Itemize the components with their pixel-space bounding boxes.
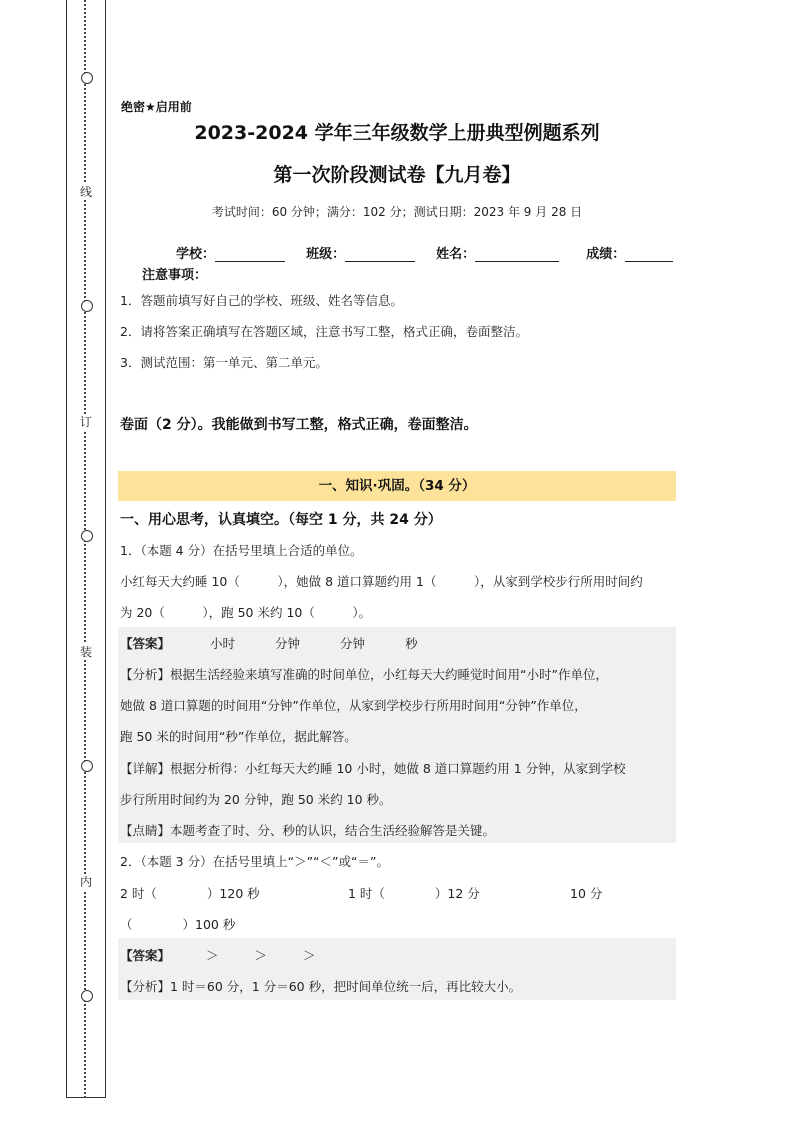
part-title: 一、用心思考，认真填空。（每空 1 分，共 24 分） (120, 512, 442, 528)
answer-value: ＞ (254, 948, 268, 963)
binding-label-nei: 内 (79, 875, 92, 889)
answer-value: 秒 (405, 636, 418, 651)
score-field[interactable] (625, 247, 673, 262)
q2-item: 1 时（ ）12 分 (348, 886, 480, 901)
q2-item: （ ）100 秒 (120, 917, 236, 932)
q2-stem: 2．（本题 3 分）在括号里填上“＞”“＜”或“＝”。 (120, 854, 389, 869)
answer-label: 【答案】 (120, 636, 171, 651)
q1-stem: 1．（本题 4 分）在括号里填上合适的单位。 (120, 543, 363, 558)
q2-analysis: 【分析】1 时＝60 分，1 分＝60 秒，把时间单位统一后，再比较大小。 (120, 979, 522, 994)
answer-value: 分钟 (340, 636, 366, 651)
exam-info: 考试时间：60 分钟；满分：102 分；测试日期：2023 年 9 月 28 日 (211, 205, 583, 219)
q1-detail: 步行所用时间约为 20 分钟，跑 50 米约 10 秒。 (120, 792, 392, 807)
neatness-statement: 卷面（2 分）。我能做到书写工整，格式正确，卷面整洁。 (120, 417, 478, 433)
class-label: 班级： (306, 247, 346, 262)
binding-circle (81, 760, 93, 772)
binding-circle (81, 300, 93, 312)
binding-label-ding: 订 (79, 415, 92, 429)
q2-item: 10 分 (570, 886, 603, 901)
q2-item: 2 时（ ）120 秒 (120, 886, 260, 901)
q2-answer-row (120, 946, 316, 964)
student-info-row (176, 243, 673, 262)
page-subtitle: 第一次阶段测试卷【九月卷】 (273, 164, 521, 186)
answer-label: 【答案】 (120, 948, 171, 963)
q1-analysis: 【分析】根据生活经验来填写准确的时间单位，小红每天大约睡觉时间用“小时”作单位， (120, 667, 608, 682)
notes-title: 注意事项： (142, 268, 208, 283)
page-title: 2023-2024 学年三年级数学上册典型例题系列 (194, 122, 600, 144)
school-field[interactable] (215, 247, 285, 262)
binding-circle (81, 530, 93, 542)
binding-label-line: 线 (79, 185, 92, 199)
score-label: 成绩： (586, 247, 626, 262)
answer-value: ＞ (303, 948, 316, 963)
q1-detail: 【详解】根据分析得：小红每天大约睡 10 小时，她做 8 道口算题约用 1 分钟，从家到学校 (120, 761, 626, 776)
q1-answer-row (120, 634, 418, 652)
class-field[interactable] (345, 247, 415, 262)
secret-label: 绝密★启用前 (121, 100, 192, 114)
q1-line: 为 20（ ），跑 50 米约 10（ ）。 (120, 605, 372, 620)
name-label: 姓名： (436, 247, 476, 262)
answer-value: 分钟 (275, 636, 301, 651)
answer-value: 小时 (210, 636, 236, 651)
note-item: 2．请将答案正确填写在答题区域，注意书写工整，格式正确，卷面整洁。 (120, 324, 528, 339)
note-item: 1．答题前填写好自己的学校、班级、姓名等信息。 (120, 293, 403, 308)
binding-circle (81, 990, 93, 1002)
section-banner: 一、知识·巩固。（34 分） (118, 471, 676, 501)
binding-circle (81, 72, 93, 84)
note-item: 3．测试范围：第一单元、第二单元。 (120, 355, 328, 370)
name-field[interactable] (475, 247, 559, 262)
school-label: 学校： (176, 247, 216, 262)
answer-value: ＞ (206, 948, 219, 963)
q1-analysis: 跑 50 米的时间用“秒”作单位，据此解答。 (120, 729, 357, 744)
q1-analysis: 她做 8 道口算题的时间用“分钟”作单位，从家到学校步行所用时间用“分钟”作单位， (120, 698, 587, 713)
q1-line: 小红每天大约睡 10（ ），她做 8 道口算题约用 1（ ），从家到学校步行所用时间约 (120, 574, 643, 589)
binding-label-zhuang: 装 (79, 645, 92, 659)
q1-comment: 【点睛】本题考查了时、分、秒的认识，结合生活经验解答是关键。 (120, 823, 496, 838)
